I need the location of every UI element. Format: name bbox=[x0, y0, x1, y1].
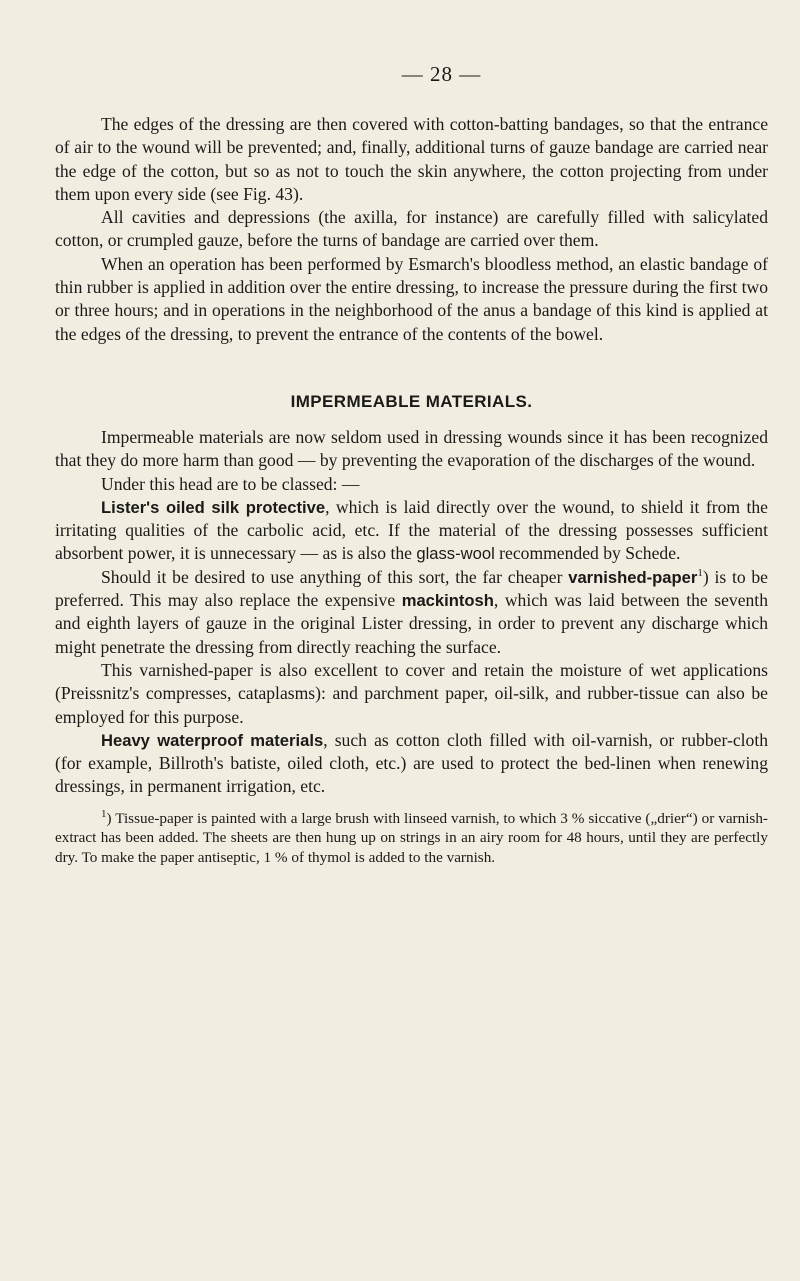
term-varnished-paper: varnished-paper bbox=[568, 567, 698, 587]
section-heading: IMPERMEABLE MATERIALS. bbox=[290, 391, 533, 411]
varnished-text-b: ) is to be preferred. This may also replace the expensive bbox=[55, 566, 768, 611]
heavy-text: , such as cotton cloth filled with oil-varnish, or rubber-cloth (for example, Billroth's batiste, oiled cloth, etc.) are used to protect the bed-linen when renewing dressings, in permanent irrigation, etc. bbox=[55, 729, 769, 797]
paragraph-classed: Under this head are to be classed: — bbox=[101, 473, 360, 494]
paragraph-esmarch: When an operation has been performed by Esmarch's bloodless method, an elastic bandage of thin rubber is applied in addition over the entire dressing, to increase the pressure during the first two or three hours; and in operations in the neighborhood of the anus a bandage of this kind is applied at the edges of the dressing, to prevent the entrance of the contents of the bowel. bbox=[55, 253, 768, 344]
lister-text-b: recommended by Schede. bbox=[494, 543, 681, 564]
paragraph-lister bbox=[55, 496, 768, 566]
footnotes bbox=[55, 809, 768, 867]
paragraph-heavy-waterproof bbox=[55, 729, 768, 799]
page-number: — 28 — bbox=[401, 62, 482, 86]
paragraph-impermeable-intro: Impermeable materials are now seldom used in dressing wounds since it has been recognized that they do more harm than good — by preventing the evaporation of the discharges of the wound. bbox=[55, 426, 768, 471]
varnished-text-c: , which was laid between the seventh and eighth layers of gauze in the original Lister dressing, in order to prevent any discharge which might penetrate the dressing from directly reaching the surface. bbox=[55, 590, 768, 657]
book-page bbox=[55, 62, 768, 867]
footnote-text: ) Tissue-paper is painted with a large brush with linseed varnish, to which 3 % siccative („drier“) or varnish-extract has been added. The sheets are then hung up on strings in an airy room for 48 hours, until they are perfectly dry. To make the paper antiseptic, 1 % of thymol is added to the varnish. bbox=[55, 809, 768, 866]
footnote-marker: 1 bbox=[101, 807, 107, 820]
footnote bbox=[55, 809, 768, 867]
paragraph-edges: The edges of the dressing are then covered with cotton-batting bandages, so that the entrance of air to the wound will be prevented; and, finally, additional turns of gauze bandage are carried near the edge of the cotton, but so as not to touch the skin anywhere, the cotton projecting from under them upon every side (see Fig. 43). bbox=[55, 114, 768, 204]
term-mackintosh: mackintosh bbox=[401, 591, 494, 611]
term-glass-wool: glass-wool bbox=[416, 544, 495, 564]
term-heavy-waterproof: Heavy waterproof materials bbox=[101, 730, 324, 750]
lister-text-a: , which is laid directly over the wound, to shield it from the irritating qualities of the carbolic acid, etc. If the material of the dressing possesses sufficient absorbent power, it is unnecessary — as is also the bbox=[55, 496, 768, 564]
paragraph-cavities: All cavities and depressions (the axilla, for instance) are carefully filled with salicylated cotton, or crumpled gauze, before the turns of bandage are carried over them. bbox=[55, 207, 768, 251]
varnished-text-a: Should it be desired to use anything of this sort, the far cheaper bbox=[101, 566, 569, 587]
footnote-ref: 1 bbox=[697, 566, 703, 579]
term-lister-oiled-silk: Lister's oiled silk protective bbox=[101, 497, 326, 517]
paragraph-varnished-paper bbox=[55, 566, 768, 659]
paragraph-moisture: This varnished-paper is also excellent to cover and retain the moisture of wet applications (Preissnitz's compresses, cataplasms): and parchment paper, oil-silk, and rubber-tissue can also be employed for this purpose. bbox=[55, 659, 768, 727]
